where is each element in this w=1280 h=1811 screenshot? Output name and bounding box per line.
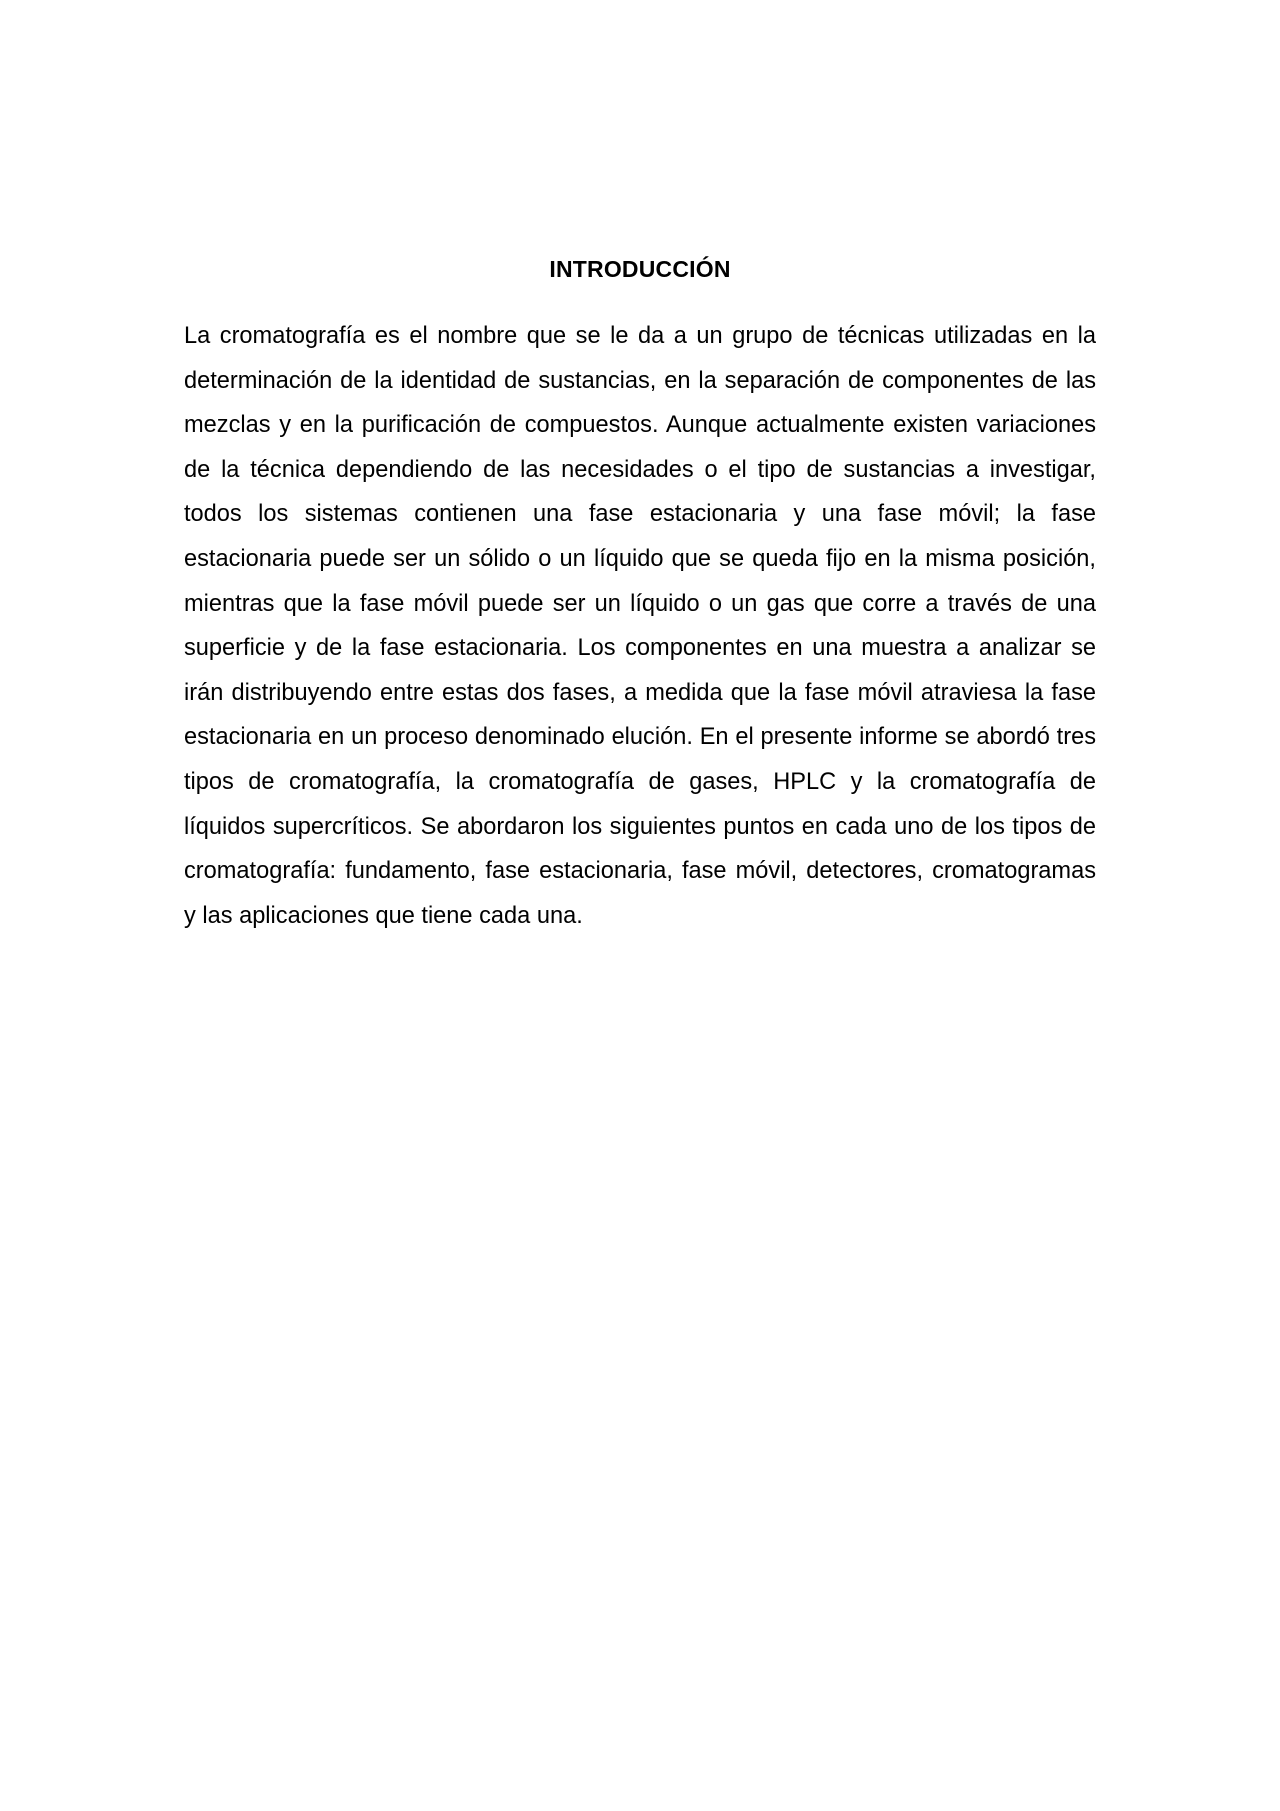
intro-paragraph: La cromatografía es el nombre que se le da a un grupo de técnicas utilizadas en la determinación de la identidad de sustancias, en la separación de componentes de las mezclas y en la purificación de compuestos. Aunque actualmente existen variaciones de la técnica dependiendo de las necesidades o el tipo de sustancias a investigar, todos los sistemas contienen una fase estacionaria y una fase móvil; la fase estacionaria puede ser un sólido o un líquido que se queda fijo en la misma posición, mientras que la fase móvil puede ser un líquido o un gas que corre a través de una superficie y de la fase estacionaria. Los componentes en una muestra a analizar se irán distribuyendo entre estas dos fases, a medida que la fase móvil atraviesa la fase estacionaria en un proceso denominado elución. En el presente informe se abordó tres tipos de cromatografía, la cromatografía de gases, HPLC y la cromatografía de líquidos supercríticos. Se abordaron los siguientes puntos en cada uno de los tipos de cromatografía: fundamento, fase estacionaria, fase móvil, detectores, cromatogramas y las aplicaciones que tiene cada una. [184,323,1096,929]
page-title: INTRODUCCIÓN [549,256,731,282]
